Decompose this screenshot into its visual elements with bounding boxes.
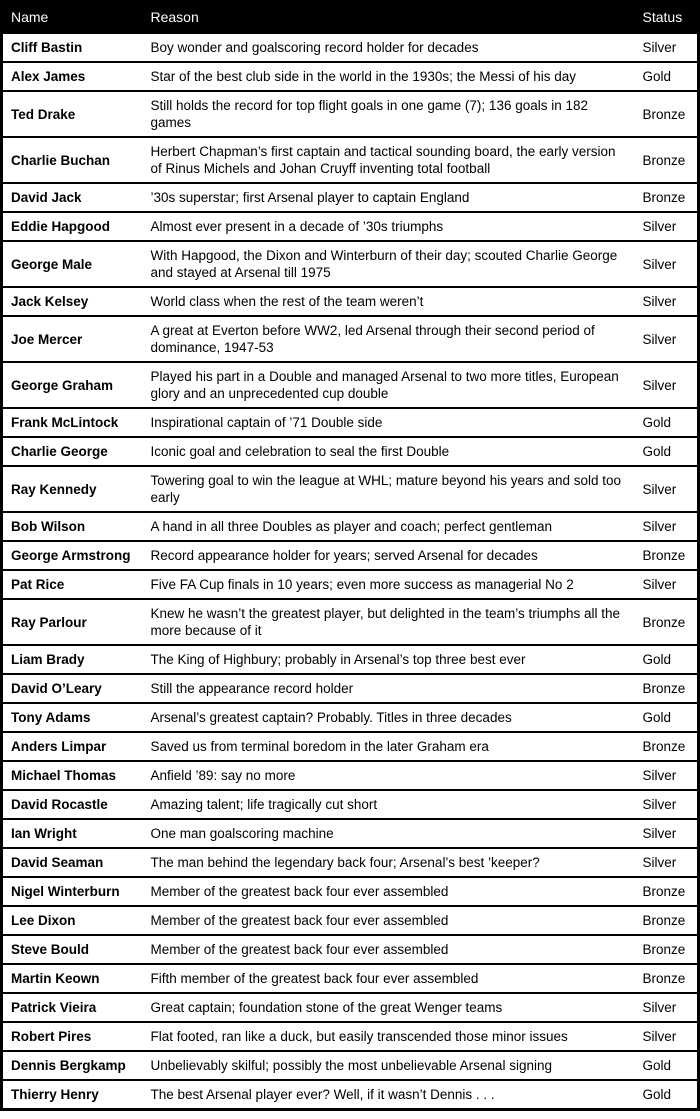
status-cell: Gold (639, 1080, 699, 1110)
status-cell: Silver (639, 761, 699, 790)
reason-cell: Member of the greatest back four ever assembled (147, 906, 639, 935)
player-name-cell: Joe Mercer (2, 316, 147, 362)
reason-cell: Flat footed, ran like a duck, but easily transcended those minor issues (147, 1022, 639, 1051)
player-name-cell: Michael Thomas (2, 761, 147, 790)
player-name-cell: Ray Kennedy (2, 466, 147, 512)
player-name-cell: David Jack (2, 183, 147, 212)
reason-cell: With Hapgood, the Dixon and Winterburn of their day; scouted Charlie George and stayed at Arsenal till 1975 (147, 241, 639, 287)
table-row (2, 935, 699, 964)
table-row (2, 33, 699, 62)
player-name-cell: George Armstrong (2, 541, 147, 570)
reason-cell: Herbert Chapman’s first captain and tactical sounding board, the early version of Rinus Michels and Johan Cruyff inventing total football (147, 137, 639, 183)
reason-cell: Anfield ’89: say no more (147, 761, 639, 790)
reason-cell: The best Arsenal player ever? Well, if it wasn’t Dennis . . . (147, 1080, 639, 1110)
reason-cell: Iconic goal and celebration to seal the first Double (147, 437, 639, 466)
table-row (2, 408, 699, 437)
status-cell: Silver (639, 212, 699, 241)
table-row (2, 241, 699, 287)
reason-cell: Arsenal’s greatest captain? Probably. Titles in three decades (147, 703, 639, 732)
status-cell: Gold (639, 1051, 699, 1080)
table-row (2, 790, 699, 819)
player-name-cell: Robert Pires (2, 1022, 147, 1051)
table-row (2, 212, 699, 241)
reason-cell: Member of the greatest back four ever assembled (147, 935, 639, 964)
player-name-cell: Ian Wright (2, 819, 147, 848)
table-row (2, 570, 699, 599)
status-cell: Silver (639, 790, 699, 819)
table-row (2, 599, 699, 645)
table-row (2, 1051, 699, 1080)
table-row (2, 91, 699, 137)
status-cell: Bronze (639, 183, 699, 212)
status-cell: Bronze (639, 906, 699, 935)
player-name-cell: Pat Rice (2, 570, 147, 599)
status-cell: Bronze (639, 599, 699, 645)
reason-cell: World class when the rest of the team weren’t (147, 287, 639, 316)
player-name-cell: Frank McLintock (2, 408, 147, 437)
reason-cell: Knew he wasn’t the greatest player, but delighted in the team’s triumphs all the more because of it (147, 599, 639, 645)
player-name-cell: Cliff Bastin (2, 33, 147, 62)
player-name-cell: Bob Wilson (2, 512, 147, 541)
table-row (2, 674, 699, 703)
status-cell: Silver (639, 316, 699, 362)
table-row (2, 1022, 699, 1051)
reason-cell: Almost ever present in a decade of ’30s triumphs (147, 212, 639, 241)
reason-cell: Unbelievably skilful; possibly the most unbelievable Arsenal signing (147, 1051, 639, 1080)
player-name-cell: Charlie Buchan (2, 137, 147, 183)
player-name-cell: George Graham (2, 362, 147, 408)
status-cell: Silver (639, 362, 699, 408)
player-name-cell: Lee Dixon (2, 906, 147, 935)
player-name-cell: Jack Kelsey (2, 287, 147, 316)
reason-cell: Towering goal to win the league at WHL; mature beyond his years and sold too early (147, 466, 639, 512)
reason-cell: The man behind the legendary back four; Arsenal’s best ’keeper? (147, 848, 639, 877)
table-row (2, 287, 699, 316)
player-name-cell: Thierry Henry (2, 1080, 147, 1110)
reason-cell: A hand in all three Doubles as player and coach; perfect gentleman (147, 512, 639, 541)
status-cell: Silver (639, 993, 699, 1022)
status-cell: Silver (639, 33, 699, 62)
table-row (2, 62, 699, 91)
status-cell: Gold (639, 408, 699, 437)
table-row (2, 906, 699, 935)
table-row (2, 466, 699, 512)
player-name-cell: David Seaman (2, 848, 147, 877)
player-name-cell: Martin Keown (2, 964, 147, 993)
reason-cell: Inspirational captain of ’71 Double side (147, 408, 639, 437)
status-cell: Silver (639, 570, 699, 599)
player-name-cell: Patrick Vieira (2, 993, 147, 1022)
status-cell: Silver (639, 466, 699, 512)
reason-cell: Member of the greatest back four ever assembled (147, 877, 639, 906)
status-cell: Silver (639, 287, 699, 316)
reason-cell: Five FA Cup finals in 10 years; even more success as managerial No 2 (147, 570, 639, 599)
reason-cell: ’30s superstar; first Arsenal player to captain England (147, 183, 639, 212)
reason-cell: Fifth member of the greatest back four ever assembled (147, 964, 639, 993)
reason-cell: Star of the best club side in the world in the 1930s; the Messi of his day (147, 62, 639, 91)
status-cell: Bronze (639, 964, 699, 993)
status-cell: Silver (639, 512, 699, 541)
status-cell: Bronze (639, 674, 699, 703)
reason-cell: Great captain; foundation stone of the great Wenger teams (147, 993, 639, 1022)
table-row (2, 362, 699, 408)
status-cell: Bronze (639, 137, 699, 183)
table-row (2, 877, 699, 906)
player-name-cell: David O’Leary (2, 674, 147, 703)
column-header-reason: Reason (147, 2, 639, 34)
reason-cell: Still the appearance record holder (147, 674, 639, 703)
status-cell: Bronze (639, 935, 699, 964)
status-cell: Silver (639, 848, 699, 877)
table-row (2, 645, 699, 674)
column-header-status: Status (639, 2, 699, 34)
table-row (2, 761, 699, 790)
player-name-cell: Ray Parlour (2, 599, 147, 645)
header-row (2, 2, 699, 34)
reason-cell: Saved us from terminal boredom in the later Graham era (147, 732, 639, 761)
table-row (2, 1080, 699, 1110)
player-name-cell: David Rocastle (2, 790, 147, 819)
table-row (2, 183, 699, 212)
player-name-cell: Eddie Hapgood (2, 212, 147, 241)
table-row (2, 512, 699, 541)
reason-cell: Played his part in a Double and managed Arsenal to two more titles, European glory and an unprecedented cup double (147, 362, 639, 408)
table-row (2, 541, 699, 570)
player-name-cell: Anders Limpar (2, 732, 147, 761)
column-header-name: Name (2, 2, 147, 34)
status-cell: Silver (639, 241, 699, 287)
status-cell: Bronze (639, 91, 699, 137)
reason-cell: A great at Everton before WW2, led Arsenal through their second period of dominance, 1947-53 (147, 316, 639, 362)
table-row (2, 703, 699, 732)
reason-cell: One man goalscoring machine (147, 819, 639, 848)
player-name-cell: George Male (2, 241, 147, 287)
table-row (2, 964, 699, 993)
player-name-cell: Nigel Winterburn (2, 877, 147, 906)
status-cell: Bronze (639, 877, 699, 906)
player-name-cell: Steve Bould (2, 935, 147, 964)
player-name-cell: Liam Brady (2, 645, 147, 674)
reason-cell: Boy wonder and goalscoring record holder for decades (147, 33, 639, 62)
player-name-cell: Dennis Bergkamp (2, 1051, 147, 1080)
reason-cell: Amazing talent; life tragically cut short (147, 790, 639, 819)
status-cell: Bronze (639, 732, 699, 761)
table-row (2, 732, 699, 761)
status-cell: Bronze (639, 541, 699, 570)
reason-cell: The King of Highbury; probably in Arsenal’s top three best ever (147, 645, 639, 674)
status-cell: Gold (639, 645, 699, 674)
reason-cell: Record appearance holder for years; served Arsenal for decades (147, 541, 639, 570)
table-row (2, 437, 699, 466)
status-cell: Gold (639, 62, 699, 91)
table-body (2, 33, 699, 1110)
player-name-cell: Tony Adams (2, 703, 147, 732)
table-row (2, 993, 699, 1022)
table-row (2, 137, 699, 183)
reason-cell: Still holds the record for top flight goals in one game (7); 136 goals in 182 games (147, 91, 639, 137)
status-cell: Silver (639, 819, 699, 848)
status-cell: Gold (639, 437, 699, 466)
table-row (2, 848, 699, 877)
table-row (2, 316, 699, 362)
player-name-cell: Charlie George (2, 437, 147, 466)
status-cell: Silver (639, 1022, 699, 1051)
status-cell: Gold (639, 703, 699, 732)
player-name-cell: Ted Drake (2, 91, 147, 137)
player-name-cell: Alex James (2, 62, 147, 91)
table-row (2, 819, 699, 848)
